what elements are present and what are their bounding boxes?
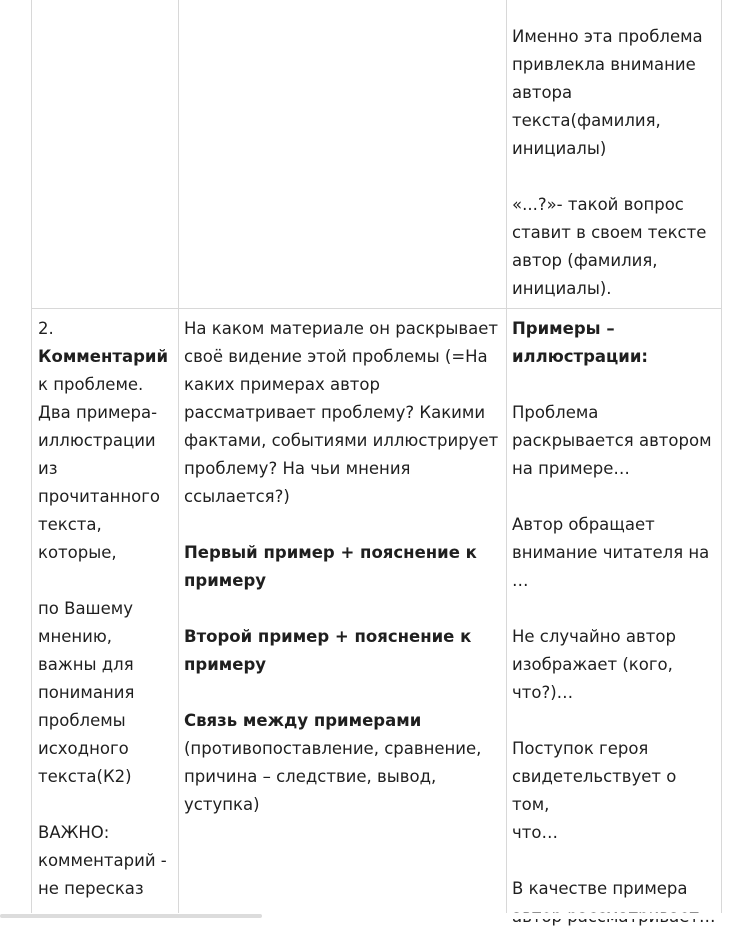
cell-text: текста(фамилия, <box>512 111 661 130</box>
cell-text: … <box>512 571 529 590</box>
row2-col3-cell <box>512 315 718 931</box>
cell-text: инициалы). <box>512 279 612 298</box>
cell-text: проблему? На чьи мнения <box>184 459 411 478</box>
second-example-heading: примеру <box>184 655 267 674</box>
cell-text: Не случайно автор <box>512 627 676 646</box>
scrollbar-thumb[interactable] <box>0 914 262 918</box>
row-divider <box>31 308 722 309</box>
cell-text: что… <box>512 823 558 842</box>
cell-text: Два примера- <box>38 403 158 422</box>
cell-text: мнению, <box>38 627 113 646</box>
cell-text: что?)… <box>512 683 574 702</box>
cell-text: рассматривает проблему? Какими <box>184 403 486 422</box>
row2-col1-cell <box>38 315 176 903</box>
horizontal-scrollbar[interactable] <box>0 913 733 919</box>
cell-text: «...?»- такой вопрос <box>512 195 684 214</box>
cell-text: внимание читателя на <box>512 543 710 562</box>
cell-text: привлекла внимание <box>512 55 696 74</box>
cell-text: (противопоставление, сравнение, <box>184 739 482 758</box>
cell-text: уступка) <box>184 795 260 814</box>
cell-text: к проблеме. <box>38 375 144 394</box>
cell-text: своё видение этой проблемы (=На <box>184 347 488 366</box>
cell-text: на примере… <box>512 459 630 478</box>
first-example-heading: Первый пример + пояснение к <box>184 543 477 562</box>
cell-text: В качестве примера <box>512 879 688 898</box>
cell-text: Поступок героя <box>512 739 649 758</box>
cell-text: фактами, событиями иллюстрирует <box>184 431 499 450</box>
cell-text: текста(К2) <box>38 767 132 786</box>
second-example-heading: Второй пример + пояснение к <box>184 627 472 646</box>
cell-text: иллюстрации <box>38 431 156 450</box>
cell-text: причина – следствие, вывод, <box>184 767 437 786</box>
first-example-heading: примеру <box>184 571 267 590</box>
cell-text: инициалы) <box>512 139 607 158</box>
cell-text: не пересказ <box>38 879 144 898</box>
cell-text: каких примерах автор <box>184 375 380 394</box>
row1-col3-cell <box>512 23 718 303</box>
examples-heading: иллюстрации: <box>512 347 649 366</box>
cell-text: Именно эта проблема <box>512 27 703 46</box>
cell-text: Проблема <box>512 403 599 422</box>
cell-text: ставит в своем тексте <box>512 223 707 242</box>
cell-text: исходного <box>38 739 129 758</box>
cell-text: автора <box>512 83 573 102</box>
cell-text: текста, <box>38 515 102 534</box>
cell-text: изображает (кого, <box>512 655 673 674</box>
cell-text: ссылается?) <box>184 487 290 506</box>
table-border-col2 <box>506 0 507 919</box>
cell-text: раскрывается автором <box>512 431 712 450</box>
cell-text: важны для <box>38 655 134 674</box>
cell-text: по Вашему <box>38 599 134 618</box>
table-border-col1 <box>178 0 179 919</box>
section-number: 2. <box>38 319 54 338</box>
cell-text: автор (фамилия, <box>512 251 658 270</box>
table-border-left <box>31 0 32 919</box>
cell-text: Автор обращает <box>512 515 655 534</box>
cell-text: понимания <box>38 683 135 702</box>
cell-text: прочитанного <box>38 487 160 506</box>
cell-text: ВАЖНО: <box>38 823 110 842</box>
cell-text: из <box>38 459 58 478</box>
cell-text: проблемы <box>38 711 126 730</box>
cell-text: На каком материале он раскрывает <box>184 319 499 338</box>
row2-col2-cell <box>184 315 504 819</box>
examples-heading: Примеры – <box>512 319 615 338</box>
cell-text: свидетельствует о том, <box>512 767 677 814</box>
cell-text: которые, <box>38 543 117 562</box>
table-border-right <box>721 0 722 919</box>
section-title: Комментарий <box>38 347 169 366</box>
examples-link-heading: Связь между примерами <box>184 711 422 730</box>
cell-text: комментарий - <box>38 851 167 870</box>
